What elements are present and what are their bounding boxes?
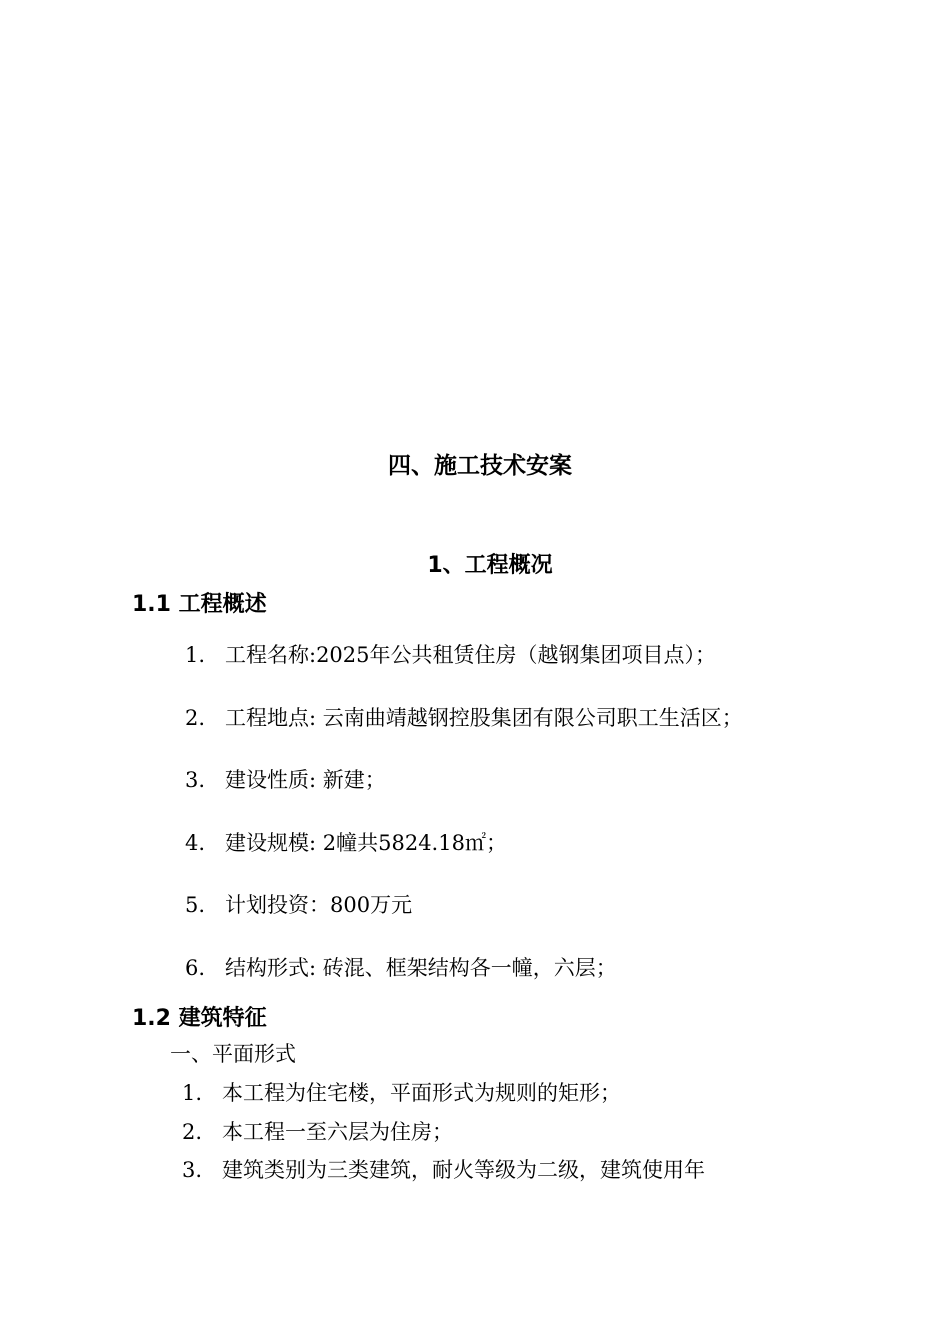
item-text: 结构形式: 砖混、框架结构各一幢，六层；: [225, 956, 617, 980]
item-number: 2.: [185, 706, 206, 730]
item-text: 建设规模: 2幢共5824.18㎡；: [225, 831, 507, 855]
list-item: [185, 958, 617, 979]
list-item: [182, 1122, 453, 1143]
item-text: 计划投资：800万元: [225, 893, 413, 917]
item-text: 本工程为住宅楼，平面形式为规则的矩形；: [222, 1081, 621, 1105]
item-number: 2.: [182, 1120, 203, 1144]
list-item: [182, 1160, 705, 1181]
item-text: 建设性质: 新建；: [225, 768, 386, 792]
section-title: 1、工程概况: [427, 553, 553, 578]
list-item: [185, 645, 716, 666]
item-text: 本工程一至六层为住房；: [222, 1120, 453, 1144]
subheading-plan-form: 一、平面形式: [170, 1042, 296, 1066]
item-text: 工程名称:2025年公共租赁住房（越钢集团项目点）；: [225, 643, 717, 667]
subsection-heading-overview: 1.1 工程概述: [132, 592, 267, 617]
item-number: 3.: [182, 1158, 203, 1182]
list-item: [182, 1083, 621, 1104]
item-text: 建筑类别为三类建筑，耐火等级为二级，建筑使用年: [222, 1158, 705, 1182]
subsection-heading-features: 1.2 建筑特征: [132, 1006, 267, 1031]
list-item: [185, 708, 743, 729]
main-title: 四、施工技术安案: [388, 453, 572, 479]
item-number: 3.: [185, 768, 206, 792]
item-text: 工程地点: 云南曲靖越钢控股集团有限公司职工生活区；: [225, 706, 743, 730]
item-number: 1.: [185, 643, 206, 667]
item-number: 4.: [185, 831, 206, 855]
item-number: 6.: [185, 956, 206, 980]
list-item: [185, 895, 412, 916]
list-item: [185, 770, 386, 791]
list-item: [185, 833, 507, 854]
item-number: 1.: [182, 1081, 203, 1105]
item-number: 5.: [185, 893, 206, 917]
